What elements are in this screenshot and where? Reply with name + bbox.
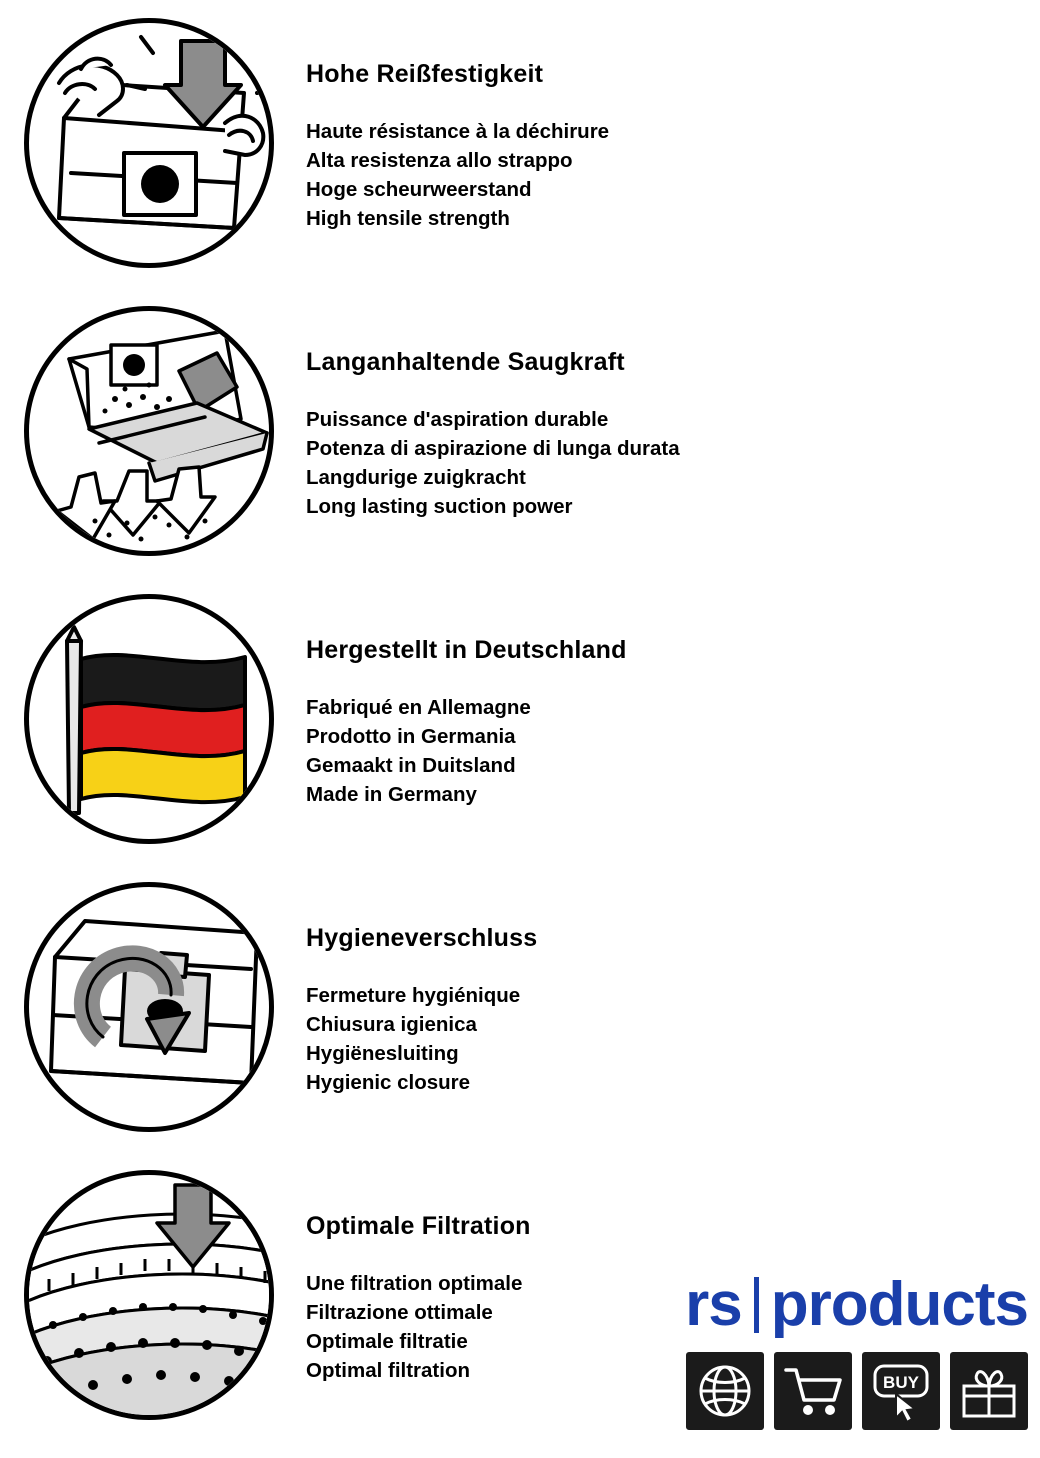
feature-title: Hergestellt in Deutschland bbox=[306, 636, 627, 664]
german-flag-icon bbox=[24, 594, 274, 844]
brand-logo bbox=[648, 1270, 1028, 1339]
feature-line-it: Prodotto in Germania bbox=[306, 725, 516, 749]
feature-title: Optimale Filtration bbox=[306, 1212, 531, 1240]
feature-line-fr: Haute résistance à la déchirure bbox=[306, 120, 610, 143]
feature-item bbox=[0, 882, 1040, 1170]
vacuum-nozzle-suction-icon bbox=[24, 306, 274, 556]
brand-icon-row bbox=[648, 1352, 1028, 1430]
feature-icon-wrap bbox=[18, 594, 280, 856]
feature-title: Hygieneverschluss bbox=[306, 924, 538, 952]
feature-icon-wrap bbox=[18, 18, 280, 280]
feature-line-fr: Puissance d'aspiration durable bbox=[306, 408, 609, 431]
feature-texts bbox=[280, 18, 609, 233]
feature-line-nl: Hygiënesluiting bbox=[306, 1042, 459, 1066]
feature-line-fr: Fermeture hygiénique bbox=[306, 984, 521, 1007]
vacuum-bag-tear-resistance-icon bbox=[24, 18, 274, 268]
feature-title: Langanhaltende Saugkraft bbox=[306, 348, 625, 376]
brand-divider bbox=[754, 1277, 759, 1333]
feature-title: Hohe Reißfestigkeit bbox=[306, 60, 544, 88]
feature-line-en: Long lasting suction power bbox=[306, 495, 573, 519]
hygienic-closure-icon bbox=[24, 882, 274, 1132]
feature-line-en: Optimal filtration bbox=[306, 1359, 470, 1383]
feature-line-it: Filtrazione ottimale bbox=[306, 1301, 493, 1325]
brand-name-part1: rs bbox=[685, 1270, 742, 1339]
feature-line-fr: Une filtration optimale bbox=[306, 1272, 523, 1295]
feature-line-en: High tensile strength bbox=[306, 207, 510, 231]
feature-texts bbox=[280, 594, 627, 809]
feature-line-fr: Fabriqué en Allemagne bbox=[306, 696, 531, 719]
feature-line-nl: Langdurige zuigkracht bbox=[306, 466, 526, 490]
feature-line-it: Chiusura igienica bbox=[306, 1013, 477, 1037]
feature-icon-wrap bbox=[18, 306, 280, 568]
feature-item bbox=[0, 306, 1040, 594]
brand-name-part2: products bbox=[770, 1270, 1028, 1339]
buy-button-icon[interactable] bbox=[862, 1352, 940, 1430]
shopping-cart-icon[interactable] bbox=[774, 1352, 852, 1430]
feature-line-nl: Optimale filtratie bbox=[306, 1330, 468, 1354]
feature-texts bbox=[280, 306, 680, 521]
feature-line-en: Hygienic closure bbox=[306, 1071, 471, 1095]
feature-icon-wrap bbox=[18, 882, 280, 1144]
feature-item bbox=[0, 18, 1040, 306]
feature-line-nl: Hoge scheurweerstand bbox=[306, 178, 532, 202]
globe-icon[interactable] bbox=[686, 1352, 764, 1430]
svg-text:BUY: BUY bbox=[883, 1373, 919, 1392]
multi-layer-filtration-icon bbox=[24, 1170, 274, 1420]
feature-line-it: Alta resistenza allo strappo bbox=[306, 149, 573, 173]
brand-block bbox=[648, 1270, 1028, 1430]
feature-texts bbox=[280, 882, 537, 1097]
feature-icon-wrap bbox=[18, 1170, 280, 1432]
feature-line-it: Potenza di aspirazione di lunga durata bbox=[306, 437, 680, 461]
feature-line-nl: Gemaakt in Duitsland bbox=[306, 754, 516, 778]
feature-texts bbox=[280, 1170, 531, 1385]
feature-line-en: Made in Germany bbox=[306, 783, 477, 807]
gift-box-icon[interactable] bbox=[950, 1352, 1028, 1430]
feature-item bbox=[0, 594, 1040, 882]
